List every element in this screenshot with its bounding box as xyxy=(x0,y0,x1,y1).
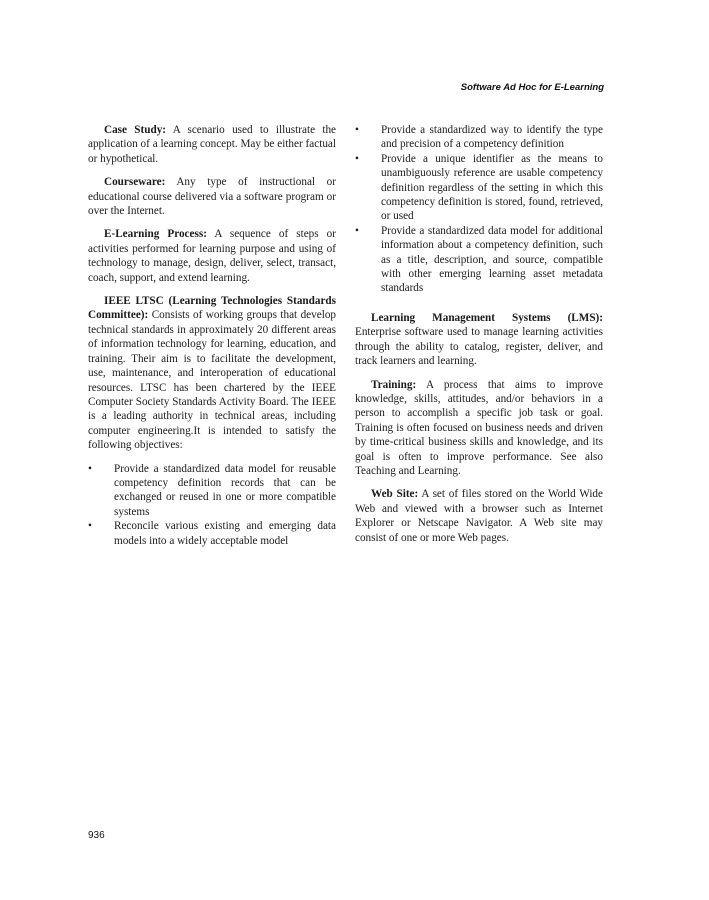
running-head-title: Software Ad Hoc for E-Learning xyxy=(460,82,604,93)
glossary-definition: Enterprise software used to manage learning activities through the ability to catalog, register, deliver, and track learners and learning. xyxy=(355,326,603,368)
glossary-definition: A scenario used to illustrate the application of a learning concept. May be either factual or hypothetical. xyxy=(88,124,337,165)
glossary-entry-lms xyxy=(355,311,603,369)
glossary-entry-training xyxy=(355,378,603,479)
glossary-definition: Any type of instructional or educational course delivered via a software program or over the Internet. xyxy=(88,176,336,218)
list-item: • Provide a standardized data model for reusable competency definition records that can be exchanged or reused in one or more compatible systems xyxy=(88,462,336,520)
glossary-definition: A process that aims to improve knowledge, skills, attitudes, and/or behaviors in a person to accomplish a specific job task or goal. Training is often focused on business needs and driven by time-critical business skills and knowledge, and its goal is often to improve performance. See also Teaching and Learning. xyxy=(355,378,603,477)
page-number: 936 xyxy=(88,830,105,841)
glossary-entry-e-learning-process xyxy=(88,227,336,285)
glossary-entry-web-site xyxy=(355,487,603,545)
glossary-term: Web Site: xyxy=(371,488,419,501)
glossary-term: Training: xyxy=(371,378,417,391)
glossary-definition: A set of files stored on the World Wide Web and viewed with a browser such as Internet Explorer or Netscape Navigator. A Web site may consist of one or more Web pages. xyxy=(355,488,603,544)
glossary-term: E-Learning Process: xyxy=(104,228,207,241)
glossary-entry-case-study xyxy=(88,123,336,166)
glossary-term: Learning Management Systems (LMS): xyxy=(371,311,603,324)
left-column xyxy=(88,123,336,557)
glossary-definition: Consists of working groups that develop technical standards in approximately 20 different areas of information technology for learning, education, and training. Their aim is to facilitate the development, use, maintenance, and interoperation of educational resources. LTSC has been chartered by the IEEE Computer Society Standards Activity Board. The IEEE is a leading authority in technical areas, including computer engineering.It is intended to satisfy the following objectives: xyxy=(88,309,337,452)
glossary-entry-ieee-ltsc xyxy=(88,294,336,452)
objectives-list xyxy=(88,462,336,548)
list-item: • Provide a standardized way to identify the type and precision of a competency definition xyxy=(355,123,603,152)
glossary-entry-courseware xyxy=(88,175,336,218)
right-column xyxy=(355,123,603,554)
list-item: • Provide a unique identifier as the means to unambiguously reference are usable competency definition regardless of the setting in which this competency definition is stored, found, retrieved, or used xyxy=(355,152,603,224)
objectives-list-continued xyxy=(355,123,603,296)
glossary-term: Case Study: xyxy=(104,124,167,136)
glossary-term: Courseware: xyxy=(104,176,166,189)
list-item: • Reconcile various existing and emerging data models into a widely acceptable model xyxy=(88,519,336,548)
glossary-definition: A sequence of steps or activities performed for learning purpose and using of technology to manage, design, deliver, select, transact, coach, support, and extend learning. xyxy=(88,228,336,284)
glossary-term: IEEE LTSC (Learning Technologies Standards Committee): xyxy=(88,295,336,322)
list-item: • Provide a standardized data model for additional information about a competency definition, such as a title, description, and source, compatible with other emerging learning asset metadata standards xyxy=(355,224,603,296)
